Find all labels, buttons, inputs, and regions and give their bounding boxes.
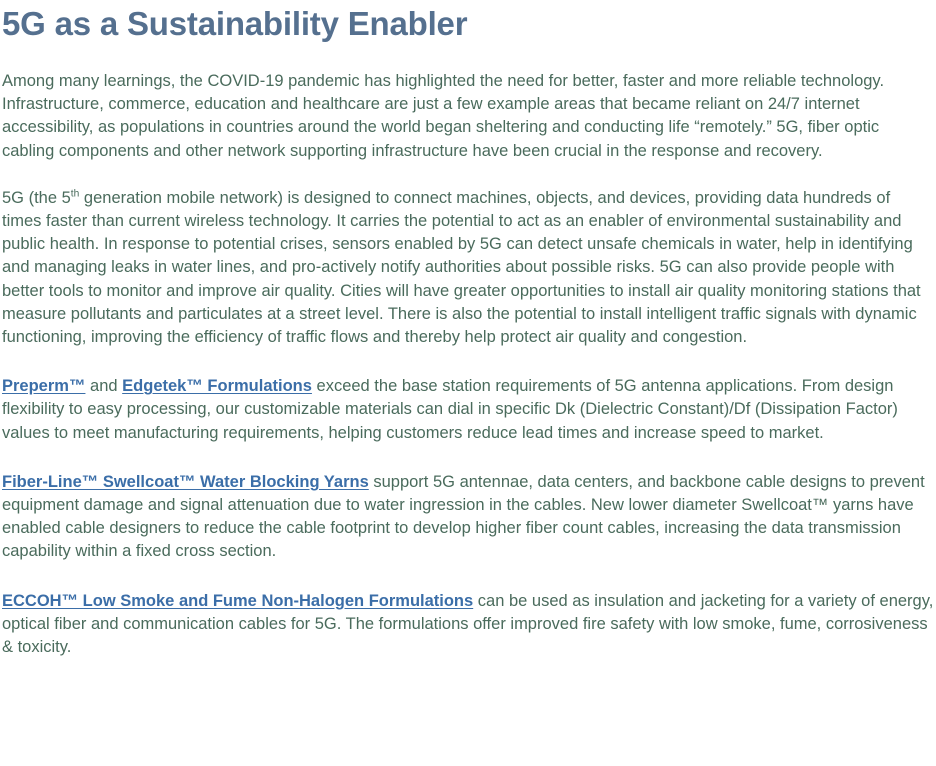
- preperm-conjunction: and: [85, 377, 123, 396]
- paragraph-preperm-text: exceed the base station requirements of 5G antenna applications. From design flexibility to easy processing, our customizable materials can dial in specific Dk (Dielectric Constant)/Df (Dissipation Factor) values to meet manufacturing requirements, helping customers reduce lead times and increase speed to market.: [2, 377, 898, 442]
- page-title: 5G as a Sustainability Enabler: [2, 5, 468, 42]
- paragraph-5g-definition: [2, 187, 934, 349]
- paragraph-5g-text: generation mobile network) is designed to connect machines, objects, and devices, providing data hundreds of times faster than current wireless technology. It carries the potential to act as an enabler of environmental sustainability and public health. In response to potential crises, sensors enabled by 5G can detect unsafe chemicals in water, help in identifying and managing leaks in water lines, and pro-actively notify authorities about possible risks. 5G can also provide people with better tools to monitor and improve air quality. Cities will have greater opportunities to install air quality monitoring stations that measure pollutants and particulates at a street level. There is also the potential to install intelligent traffic signals with dynamic functioning, improving the efficiency of traffic flows and thereby help protect air quality and congestion.: [2, 188, 921, 347]
- link-fiber-line-swellcoat-yarns[interactable]: Fiber-Line™ Swellcoat™ Water Blocking Yarns: [2, 472, 369, 491]
- ordinal-superscript: th: [70, 188, 80, 200]
- link-eccoh-formulations[interactable]: ECCOH™ Low Smoke and Fume Non-Halogen Formulations: [2, 591, 474, 610]
- paragraph-intro-text: Among many learnings, the COVID-19 pandemic has highlighted the need for better, faster and more reliable technology. Infrastructure, commerce, education and healthcare are just a few example areas that became reliant on 24/7 internet accessibility, as populations in countries around the world began sheltering and conducting life “remotely.” 5G, fiber optic cabling components and other network supporting infrastructure have been crucial in the response and recovery.: [2, 72, 885, 160]
- paragraph-intro: [2, 70, 934, 163]
- link-edgetek-formulations[interactable]: Edgetek™ Formulations: [122, 377, 312, 396]
- paragraph-eccoh-text: can be used as insulation and jacketing for a variety of energy, optical fiber and communication cables for 5G. The formulations offer improved fire safety with low smoke, fume, corrosiveness & toxicity.: [2, 591, 934, 657]
- paragraph-eccoh: [2, 590, 934, 660]
- paragraph-5g-lead: 5G (the 5: [2, 188, 71, 207]
- paragraph-fiber-line-text: support 5G antennae, data centers, and backbone cable designs to prevent equipment damage and signal attenuation due to water ingression in the cables. New lower diameter Swellcoat™ yarns have enabled cable designers to reduce the cable footprint to develop higher fiber count cables, increasing the data transmission capability within a fixed cross section.: [2, 472, 925, 561]
- paragraph-fiber-line: [2, 471, 934, 564]
- link-preperm[interactable]: Preperm™: [2, 377, 86, 396]
- paragraph-preperm: [2, 375, 934, 445]
